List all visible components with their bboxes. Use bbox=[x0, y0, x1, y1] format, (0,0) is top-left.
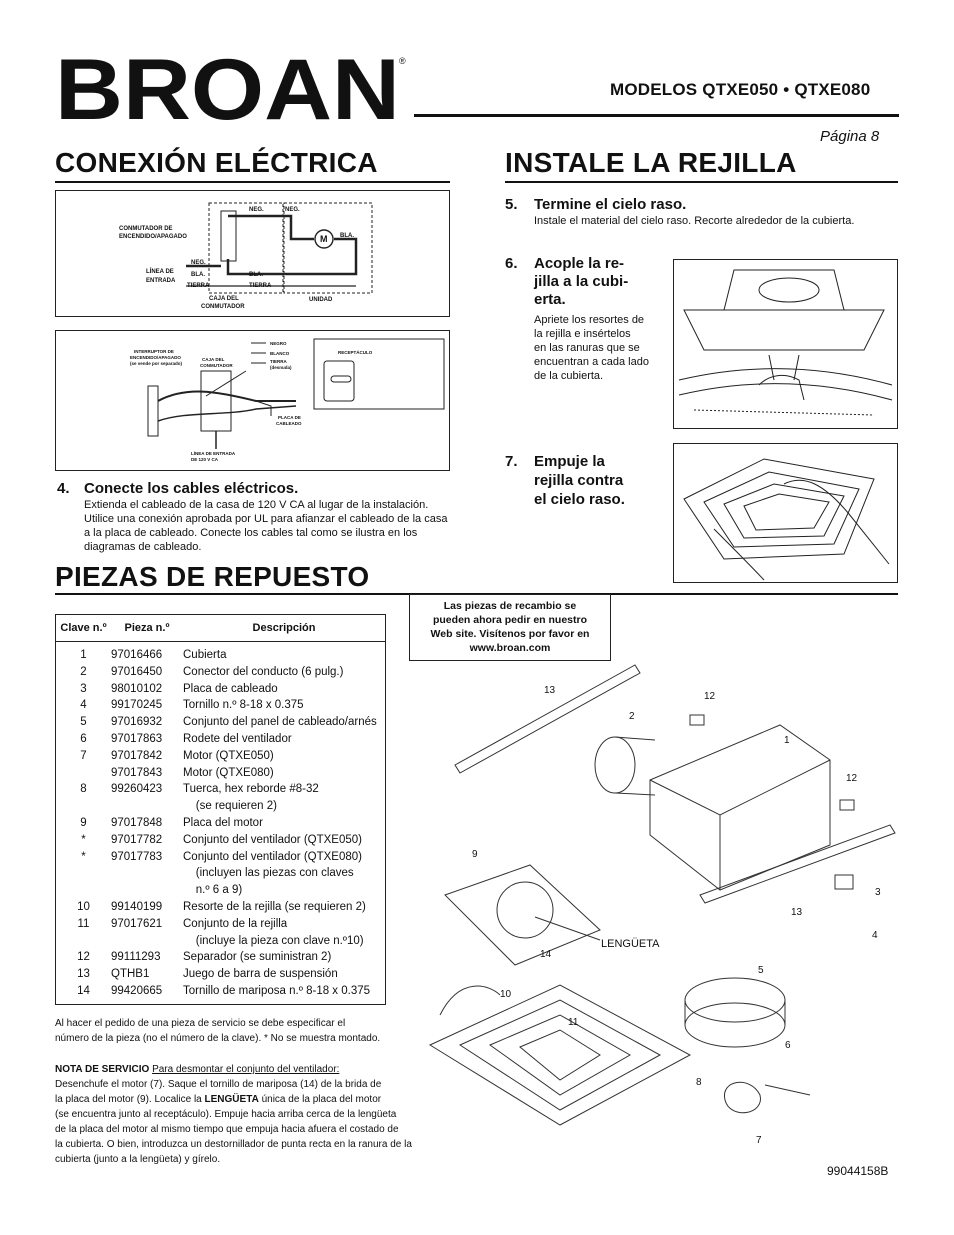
header-rule bbox=[414, 114, 899, 117]
ground-label-2: TIERRA bbox=[249, 283, 272, 289]
document-number: 99044158B bbox=[827, 1164, 889, 1178]
bla-label-3: BLA. bbox=[249, 272, 263, 278]
part-number: QTHB1 bbox=[111, 968, 150, 981]
part-description: Cubierta bbox=[183, 649, 227, 661]
service-note-label: NOTA DE SERVICIO bbox=[55, 1064, 150, 1075]
callout-13-bottom: 13 bbox=[791, 907, 803, 918]
part-number: 97017863 bbox=[111, 732, 163, 745]
switch-box-label-1: CAJA DEL bbox=[209, 296, 239, 302]
wiring-diagram-1 bbox=[55, 190, 450, 317]
step-7-title-2: rejilla contra bbox=[534, 472, 624, 489]
part-description: Conjunto de la rejilla bbox=[183, 917, 288, 930]
service-note-heading bbox=[55, 1062, 339, 1077]
bla-label-1: BLA. bbox=[340, 233, 354, 239]
parts-table-row bbox=[56, 865, 385, 882]
part-description: Juego de barra de suspensión bbox=[183, 968, 338, 981]
part-description: (incluye la pieza con clave n.º10) bbox=[183, 934, 364, 947]
exploded-view-diagram bbox=[420, 655, 898, 1155]
bla-label-2: BLA. bbox=[191, 272, 205, 278]
receptacle-housing bbox=[314, 339, 444, 409]
callout-14: 14 bbox=[540, 949, 552, 960]
d2-line-label-1: LÍNEA DE ENTRADA bbox=[191, 451, 236, 456]
step-6-body-4: encuentran a cada lado bbox=[534, 356, 649, 368]
web-note-line-3: Web site. Visítenos por favor en bbox=[430, 628, 590, 640]
header-key: Clave n.º bbox=[60, 622, 107, 634]
service-tab-word: LENGÜETA bbox=[204, 1094, 259, 1105]
part-description: Tuerca, hex reborde #8-32 bbox=[183, 783, 319, 796]
parts-table-row bbox=[56, 681, 385, 698]
parts-table bbox=[55, 614, 386, 1005]
part-number: 99170245 bbox=[111, 699, 163, 712]
step-6-title-1: Acople la re- bbox=[534, 255, 625, 272]
wiring-diagram-2-drawing bbox=[56, 331, 449, 470]
part-number: 97016466 bbox=[111, 649, 163, 661]
step-7-illustration bbox=[673, 443, 898, 583]
part-description: Placa del motor bbox=[183, 816, 263, 829]
part-number: 97017783 bbox=[111, 850, 163, 863]
parts-table-row bbox=[56, 714, 385, 731]
parts-table-row bbox=[56, 933, 385, 950]
part-number: 99260423 bbox=[111, 783, 163, 796]
callout-8: 8 bbox=[696, 1077, 702, 1088]
part-description: Conjunto del panel de cableado/arnés bbox=[183, 716, 377, 729]
part-description: Tornillo de mariposa n.º 8-18 x 0.375 bbox=[183, 984, 371, 997]
parts-table-row bbox=[56, 815, 385, 832]
d2-box-label-2: CONMUTADOR bbox=[200, 363, 233, 368]
part-key bbox=[56, 933, 111, 950]
part-key: * bbox=[81, 850, 86, 863]
part-key: 13 bbox=[77, 968, 90, 981]
step-5-number: 5. bbox=[505, 196, 518, 213]
callout-12-top: 12 bbox=[704, 691, 716, 702]
grille bbox=[430, 985, 690, 1125]
part-number: 97017621 bbox=[111, 917, 163, 930]
web-order-note bbox=[409, 594, 611, 661]
part-description: Placa de cableado bbox=[183, 682, 278, 695]
part-description: (incluyen las piezas con claves bbox=[183, 867, 354, 880]
part-number: 99420665 bbox=[111, 984, 163, 997]
part-description: Motor (QTXE080) bbox=[183, 766, 274, 779]
part-number: 97016932 bbox=[111, 716, 163, 729]
page-number: Página 8 bbox=[820, 128, 880, 145]
models-label: MODELOS QTXE050 • QTXE080 bbox=[610, 80, 871, 99]
part-number: 97017848 bbox=[111, 816, 163, 829]
order-note-1: Al hacer el pedido de una pieza de servicio se debe especificar el bbox=[55, 1018, 346, 1029]
part-key: 1 bbox=[80, 649, 87, 661]
callout-10: 10 bbox=[500, 989, 512, 1000]
spacer-top bbox=[690, 715, 704, 725]
order-note-2: número de la pieza (no el número de la clave). * No se muestra montado. bbox=[55, 1033, 381, 1044]
parts-table-row bbox=[56, 832, 385, 849]
part-key: 2 bbox=[80, 665, 87, 678]
grille-spring bbox=[440, 986, 500, 1015]
part-key: 6 bbox=[80, 732, 87, 745]
switch-label-1: CONMUTADOR DE bbox=[119, 226, 173, 232]
part-number bbox=[111, 798, 183, 815]
step-4-body: Extienda el cableado de la casa de 120 V CA al lugar de la instalación. Utilice una conexión aprobada por UL para afianzar el cableado de la casa a la placa de cableado. Conecte los cables tal como se ilustra en los diagramas de cableado. bbox=[84, 499, 448, 553]
header-part-number: Pieza n.º bbox=[124, 622, 170, 634]
part-description: Separador (se suministran 2) bbox=[183, 951, 332, 964]
switch-box-drawing bbox=[201, 371, 231, 431]
service-line-4: de la placa del motor al mismo tiempo que empuja hacia afuera el costado de bbox=[55, 1124, 399, 1135]
switch-symbol bbox=[221, 211, 236, 261]
parts-table-row bbox=[56, 949, 385, 966]
part-key: 5 bbox=[80, 716, 87, 729]
neg-label-2: NEG. bbox=[285, 207, 300, 213]
service-line-3: (se encuentra junto al receptáculo). Empuje hacia arriba cerca de la lengüeta bbox=[55, 1109, 397, 1120]
parts-table-row bbox=[56, 697, 385, 714]
grille-rule bbox=[505, 181, 898, 183]
service-note-subtitle: Para desmontar el conjunto del ventilador: bbox=[152, 1064, 340, 1075]
part-description: Motor (QTXE050) bbox=[183, 749, 274, 762]
part-key: * bbox=[81, 833, 86, 846]
parts-table-row bbox=[56, 899, 385, 916]
d2-line-label-2: DE 120 V CA bbox=[191, 457, 219, 462]
callout-1: 1 bbox=[784, 735, 790, 746]
parts-table-row bbox=[56, 966, 385, 983]
part-description: (se requieren 2) bbox=[183, 800, 277, 813]
broan-logo bbox=[55, 55, 400, 125]
step-6-number: 6. bbox=[505, 255, 518, 272]
d2-switch-label-2: ENCENDIDO/APAGADO bbox=[130, 355, 181, 360]
parts-table-row bbox=[56, 781, 385, 798]
web-note-line-1: Las piezas de recambio se bbox=[443, 600, 577, 612]
step-6-title-2: jilla a la cubi- bbox=[534, 273, 629, 290]
d2-plate-label-1: PLACA DE bbox=[278, 415, 301, 420]
web-note-line-4: www.broan.com bbox=[469, 642, 551, 654]
electrical-rule bbox=[55, 181, 450, 183]
d2-switch-label-1: INTERRUPTOR DE bbox=[134, 349, 174, 354]
parts-table-row bbox=[56, 916, 385, 933]
registered-mark: ® bbox=[399, 56, 406, 66]
parts-table-row bbox=[56, 983, 385, 1000]
unit-outline bbox=[284, 203, 372, 293]
part-number bbox=[111, 865, 183, 882]
callout-4: 4 bbox=[872, 930, 878, 941]
part-number: 97017782 bbox=[111, 833, 163, 846]
parts-table-row bbox=[56, 748, 385, 765]
parts-table-row bbox=[56, 882, 385, 899]
motor bbox=[724, 1082, 760, 1112]
d2-blanco-label: BLANCO bbox=[270, 351, 290, 356]
line-in-label-1: LÍNEA DE bbox=[146, 269, 174, 275]
part-key: 11 bbox=[77, 917, 90, 930]
part-description: Resorte de la rejilla (se requieren 2) bbox=[183, 900, 366, 913]
unit-label: UNIDAD bbox=[309, 297, 333, 303]
service-line-1: Desenchufe el motor (7). Saque el tornillo de mariposa (14) de la brida de bbox=[55, 1079, 382, 1090]
callout-5: 5 bbox=[758, 965, 764, 976]
part-description: Conjunto del ventilador (QTXE080) bbox=[183, 850, 362, 863]
part-description: Rodete del ventilador bbox=[183, 732, 292, 745]
housing bbox=[650, 725, 830, 890]
motor-label: M bbox=[320, 234, 328, 244]
part-key: 8 bbox=[80, 783, 87, 796]
callout-13-top: 13 bbox=[544, 685, 556, 696]
parts-table-row bbox=[56, 798, 385, 815]
part-key bbox=[56, 882, 111, 899]
parts-table-row bbox=[56, 765, 385, 782]
grille-push-drawing bbox=[674, 444, 897, 582]
part-description: n.º 6 a 9) bbox=[183, 884, 243, 897]
d2-plate-label-2: CABLEADO bbox=[276, 421, 302, 426]
part-key: 7 bbox=[80, 749, 87, 762]
step-6-body-2: la rejilla e insértelos bbox=[534, 328, 631, 340]
callout-6: 6 bbox=[785, 1040, 791, 1051]
part-number: 97016450 bbox=[111, 665, 163, 678]
part-number bbox=[111, 882, 183, 899]
part-number: 99140199 bbox=[111, 900, 163, 913]
step-6-title-3: erta. bbox=[534, 291, 566, 308]
neg-label-1: NEG. bbox=[249, 207, 264, 213]
callout-9: 9 bbox=[472, 849, 478, 860]
part-key: 9 bbox=[80, 816, 87, 829]
part-description: Tornillo n.º 8-18 x 0.375 bbox=[183, 699, 304, 712]
callout-tab: LENGÜETA bbox=[601, 938, 660, 950]
d2-desnuda-label: (desnuda) bbox=[270, 365, 292, 370]
service-line-6: cubierta (junto a la lengüeta) y gírelo. bbox=[55, 1154, 221, 1165]
service-line-2a: la placa del motor (9). Localice la bbox=[55, 1094, 205, 1105]
part-key bbox=[56, 865, 111, 882]
service-line-2 bbox=[55, 1092, 381, 1107]
parts-title: PIEZAS DE REPUESTO bbox=[55, 561, 370, 592]
grille-spring-drawing bbox=[674, 260, 897, 428]
motor-plate bbox=[445, 865, 600, 965]
step-6-body-3: en las ranuras que se bbox=[534, 342, 640, 354]
electrical-title: CONEXIÓN ELÉCTRICA bbox=[55, 147, 378, 178]
part-number: 97017843 bbox=[111, 766, 163, 779]
part-key: 12 bbox=[77, 951, 90, 964]
step-5-title: Termine el cielo raso. bbox=[534, 196, 687, 213]
d2-box-label-1: CAJA DEL bbox=[202, 357, 225, 362]
callout-3: 3 bbox=[875, 887, 881, 898]
hanger-bar-bottom bbox=[700, 825, 895, 903]
line-in-label-2: ENTRADA bbox=[146, 278, 176, 284]
callout-7: 7 bbox=[756, 1135, 762, 1146]
wiring-diagram-2 bbox=[55, 330, 450, 471]
wiring-plate bbox=[835, 875, 853, 889]
grille-title: INSTALE LA REJILLA bbox=[505, 147, 797, 178]
step-6-illustration bbox=[673, 259, 898, 429]
d2-receptacle-label: RECEPTÁCULO bbox=[338, 350, 373, 355]
step-7-title-3: el cielo raso. bbox=[534, 491, 625, 508]
parts-table-header bbox=[56, 615, 385, 642]
d2-negro-label: NEGRO bbox=[270, 341, 287, 346]
step-6-body-5: de la cubierta. bbox=[534, 370, 604, 382]
service-line-2c: única de la placa del motor bbox=[258, 1094, 382, 1105]
step-7-title-1: Empuje la bbox=[534, 453, 605, 470]
part-key: 14 bbox=[77, 984, 90, 997]
part-key: 3 bbox=[80, 682, 87, 695]
ground-label-1: TIERRA bbox=[187, 283, 210, 289]
step-4-title: Conecte los cables eléctricos. bbox=[84, 480, 299, 497]
wiring-diagram-1-drawing bbox=[56, 191, 449, 316]
part-number bbox=[111, 933, 183, 950]
service-line-5: la cubierta. O bien, introduzca un destornillador de punta recta en la ranura de la bbox=[55, 1139, 412, 1150]
part-key: 4 bbox=[80, 699, 87, 712]
part-key bbox=[56, 765, 111, 782]
parts-table-row bbox=[56, 664, 385, 681]
callout-2: 2 bbox=[629, 711, 635, 722]
logo-text: BROAN bbox=[55, 55, 400, 125]
switch-box-label-2: CONMUTADOR bbox=[201, 304, 245, 310]
step-6-body-1: Apriete los resortes de bbox=[534, 314, 645, 326]
duct-connector bbox=[595, 737, 635, 793]
switch-label-2: ENCENDIDO/APAGADO bbox=[119, 234, 187, 240]
part-key: 10 bbox=[77, 900, 90, 913]
spacer-right bbox=[840, 800, 854, 810]
part-number: 97017842 bbox=[111, 749, 163, 762]
part-number: 98010102 bbox=[111, 682, 163, 695]
switch-drawing bbox=[148, 386, 158, 436]
d2-switch-label-3: (se vende por separado) bbox=[130, 361, 183, 366]
neg-label-3: NEG. bbox=[191, 260, 206, 266]
part-number: 99111293 bbox=[111, 951, 161, 964]
step-7-number: 7. bbox=[505, 453, 518, 470]
parts-table-body bbox=[56, 642, 385, 1000]
step-4-number: 4. bbox=[57, 480, 70, 497]
web-note-line-2: pueden ahora pedir en nuestro bbox=[432, 614, 588, 626]
part-description: Conector del conducto (6 pulg.) bbox=[183, 665, 344, 678]
callout-11: 11 bbox=[568, 1017, 579, 1028]
blower-wheel bbox=[685, 978, 785, 1022]
parts-table-row bbox=[56, 647, 385, 664]
part-key bbox=[56, 798, 111, 815]
header-description: Descripción bbox=[252, 622, 316, 634]
callout-12-right: 12 bbox=[846, 773, 858, 784]
step-5-body: Instale el material del cielo raso. Recorte alrededor de la cubierta. bbox=[534, 215, 855, 227]
parts-table-row bbox=[56, 731, 385, 748]
d2-tierra-label: TIERRA bbox=[270, 359, 287, 364]
part-description: Conjunto del ventilador (QTXE050) bbox=[183, 833, 362, 846]
parts-table-row bbox=[56, 849, 385, 866]
hanger-bar-top bbox=[455, 665, 640, 773]
